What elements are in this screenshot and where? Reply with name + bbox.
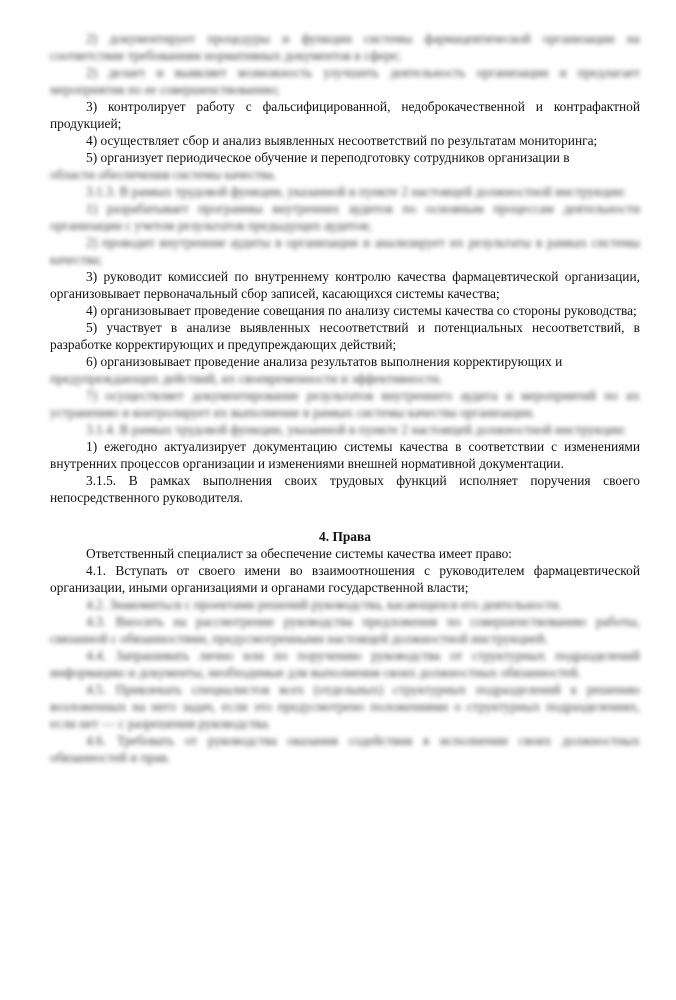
paragraph: 3.1.4. В рамках трудовой функции, указанной в пункте 2 настоящей должностной инструкции:	[86, 422, 627, 437]
paragraph: 4.6. Требовать от руководства оказания содействия в исполнении своих должностных обязанностей и прав.	[50, 733, 640, 765]
duties-block-3	[50, 438, 640, 506]
blurred-paragraphs-top	[50, 30, 640, 98]
paragraph: 4.5. Привлекать специалистов всех (отдельных) структурных подразделений к решению возложенных на него задач, если это предусмотрено положениями о структурных подразделениях, если нет — с разрешения руководства.	[50, 682, 640, 731]
paragraph: 2) документирует процедуры и функции системы фармацевтической организации на соответствие требованиям нормативных документов в сфере;	[50, 31, 640, 63]
duties-block-2	[50, 268, 640, 370]
section-heading-rights: 4. Права	[319, 529, 371, 544]
blurred-paragraphs-mid-2	[50, 370, 640, 438]
duties-block-1	[50, 98, 640, 166]
paragraph: 1) разрабатывает программы внутренних аудитов по основным процессам деятельности организации с учетом результатов предыдущих аудитов;	[50, 201, 640, 233]
paragraph-item-4: 4) организовывает проведение совещания по анализу системы качества со стороны руководства;	[86, 303, 637, 318]
paragraph-item-3: 3) руководит комиссией по внутреннему контролю качества фармацевтической организации, организовывает первоначальный сбор записей, касающихся системы качества;	[50, 269, 640, 301]
paragraph-3-1-5: 3.1.5. В рамках выполнения своих трудовых функций исполняет поручения своего непосредственного руководителя.	[50, 473, 640, 505]
paragraph: 4.4. Запрашивать лично или по поручению руководства от структурных подразделений информацию и документы, необходимые для выполнения своих должностных обязанностей.	[50, 648, 640, 680]
paragraph-4-1: 4.1. Вступать от своего имени во взаимоотношения с руководителем фармацевтической организации, иными организациями и органами государственной власти;	[50, 563, 640, 595]
blurred-paragraphs-mid-1	[50, 166, 640, 268]
paragraph-item-5: 5) участвует в анализе выявленных несоответствий и потенциальных несоответствий, в разработке корректирующих и предупреждающих действий;	[50, 320, 640, 352]
rights-block	[50, 545, 640, 596]
paragraph-item-5: 5) организует периодическое обучение и переподготовку сотрудников организации в	[86, 150, 570, 165]
paragraph-item-3: 3) контролирует работу с фальсифицированной, недоброкачественной и контрафактной продукцией;	[50, 99, 640, 131]
paragraph: 2) проводит внутренние аудиты в организации и анализирует их результаты в рамках системы качества;	[50, 235, 640, 267]
paragraph: 4.2. Знакомиться с проектами решений руководства, касающихся его деятельности.	[86, 597, 562, 612]
paragraph: 3.1.3. В рамках трудовой функции, указанной в пункте 2 настоящей должностной инструкции:	[86, 184, 627, 199]
paragraph: 4.3. Вносить на рассмотрение руководства предложения по совершенствованию работы, связанной с обязанностями, предусмотренными настоящей должностной инструкцией.	[50, 614, 640, 646]
section-gap	[50, 506, 640, 518]
paragraph-item-1: 1) ежегодно актуализирует документацию системы качества в соответствии с изменениями внутренних процессов организации и изменениями внешней нормативной документации.	[50, 439, 640, 471]
paragraph: области обеспечения системы качества.	[50, 167, 277, 182]
paragraph-item-6: 6) организовывает проведение анализа результатов выполнения корректирующих и	[86, 354, 563, 369]
paragraph: 7) осуществляет документирование результатов внутреннего аудита и мероприятий по их устранению и контролирует их выполнение в рамках системы качества организации.	[50, 388, 640, 420]
blurred-paragraphs-bottom	[50, 596, 640, 766]
paragraph-item-4: 4) осуществляет сбор и анализ выявленных несоответствий по результатам мониторинга;	[86, 133, 598, 148]
rights-intro: Ответственный специалист за обеспечение системы качества имеет право:	[86, 546, 512, 561]
paragraph: 2) делает и выявляет возможность улучшить деятельность организации и предлагает мероприятия по ее совершенствованию;	[50, 65, 640, 97]
paragraph: предупреждающих действий, их своевременности и эффективности.	[50, 371, 443, 386]
document-body	[50, 30, 640, 766]
